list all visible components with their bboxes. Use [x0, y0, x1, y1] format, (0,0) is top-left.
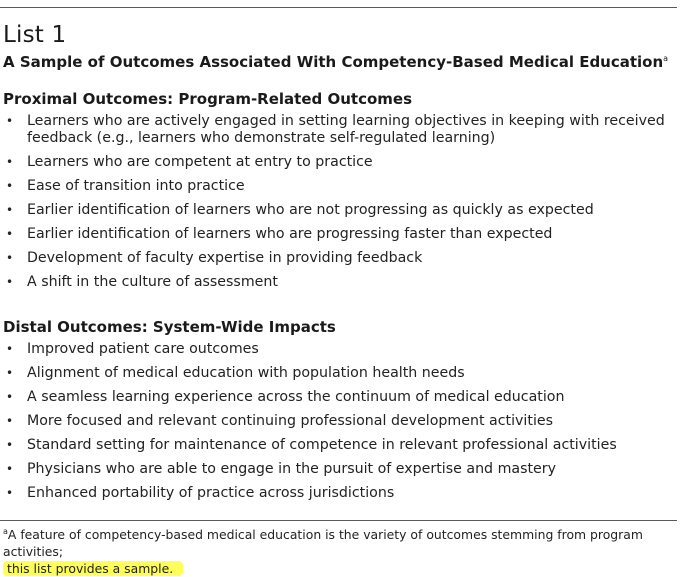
list-item-text: Learners who are actively engaged in setting learning objectives in keeping with received feedback (e.g., learners who demonstrate self-regulated learning) [27, 113, 665, 146]
bullet-icon: • [6, 390, 14, 404]
list-item [0, 274, 670, 291]
bullet-icon: • [6, 275, 14, 289]
list-item [0, 365, 670, 382]
list-item-text: Development of faculty expertise in providing feedback [27, 250, 423, 266]
list-item [0, 413, 670, 430]
list-item [0, 485, 670, 502]
list-item [0, 226, 670, 243]
bullet-icon: • [6, 438, 14, 452]
list-item-text: More focused and relevant continuing professional development activities [27, 413, 554, 429]
section-heading-proximal: Proximal Outcomes: Program-Related Outcomes [3, 90, 413, 108]
list-title-text: A Sample of Outcomes Associated With Competency-Based Medical Education [3, 53, 664, 71]
list-item-text: Improved patient care outcomes [27, 341, 259, 357]
bullet-icon: • [6, 179, 14, 193]
distal-outcomes-list [0, 341, 670, 509]
list-item [0, 250, 670, 267]
list-item [0, 178, 670, 195]
list-item-text: A shift in the culture of assessment [27, 274, 278, 290]
list-item-text: Ease of transition into practice [27, 178, 245, 194]
bullet-icon: • [6, 155, 14, 169]
bottom-rule [0, 520, 677, 521]
list-item [0, 154, 670, 171]
section-heading-distal: Distal Outcomes: System-Wide Impacts [3, 318, 336, 336]
list-item [0, 341, 670, 358]
bullet-icon: • [6, 227, 14, 241]
footnote [3, 526, 679, 577]
list-item-text: Earlier identification of learners who are progressing faster than expected [27, 226, 553, 242]
bullet-icon: • [6, 414, 14, 428]
list-label: List 1 [3, 22, 67, 48]
top-rule [0, 7, 677, 8]
footnote-text: A feature of competency-based medical education is the variety of outcomes stemming from program activities; [3, 527, 643, 559]
list-item-text: Earlier identification of learners who are not progressing as quickly as expected [27, 202, 594, 218]
list-item-text: Alignment of medical education with population health needs [27, 365, 465, 381]
list-title [3, 52, 668, 72]
list-item-text: Learners who are competent at entry to practice [27, 154, 373, 170]
list-item [0, 461, 670, 478]
bullet-icon: • [6, 203, 14, 217]
list-item-text: Enhanced portability of practice across jurisdictions [27, 485, 395, 501]
bullet-icon: • [6, 462, 14, 476]
footnote-marker: a [3, 526, 8, 536]
footnote-highlighted-text: this list provides a sample. [3, 561, 183, 576]
bullet-icon: • [6, 251, 14, 265]
bullet-icon: • [6, 486, 14, 500]
list-item-text: A seamless learning experience across the continuum of medical education [27, 389, 565, 405]
list-item-text: Physicians who are able to engage in the pursuit of expertise and mastery [27, 461, 556, 477]
proximal-outcomes-list [0, 113, 670, 298]
list-item [0, 437, 670, 454]
list-item [0, 113, 670, 147]
list-item-text: Standard setting for maintenance of competence in relevant professional activities [27, 437, 617, 453]
bullet-icon: • [6, 366, 14, 380]
title-footnote-marker: a [663, 54, 669, 63]
list-item [0, 202, 670, 219]
list-item [0, 389, 670, 406]
bullet-icon: • [6, 342, 14, 356]
bullet-icon: • [6, 114, 14, 128]
